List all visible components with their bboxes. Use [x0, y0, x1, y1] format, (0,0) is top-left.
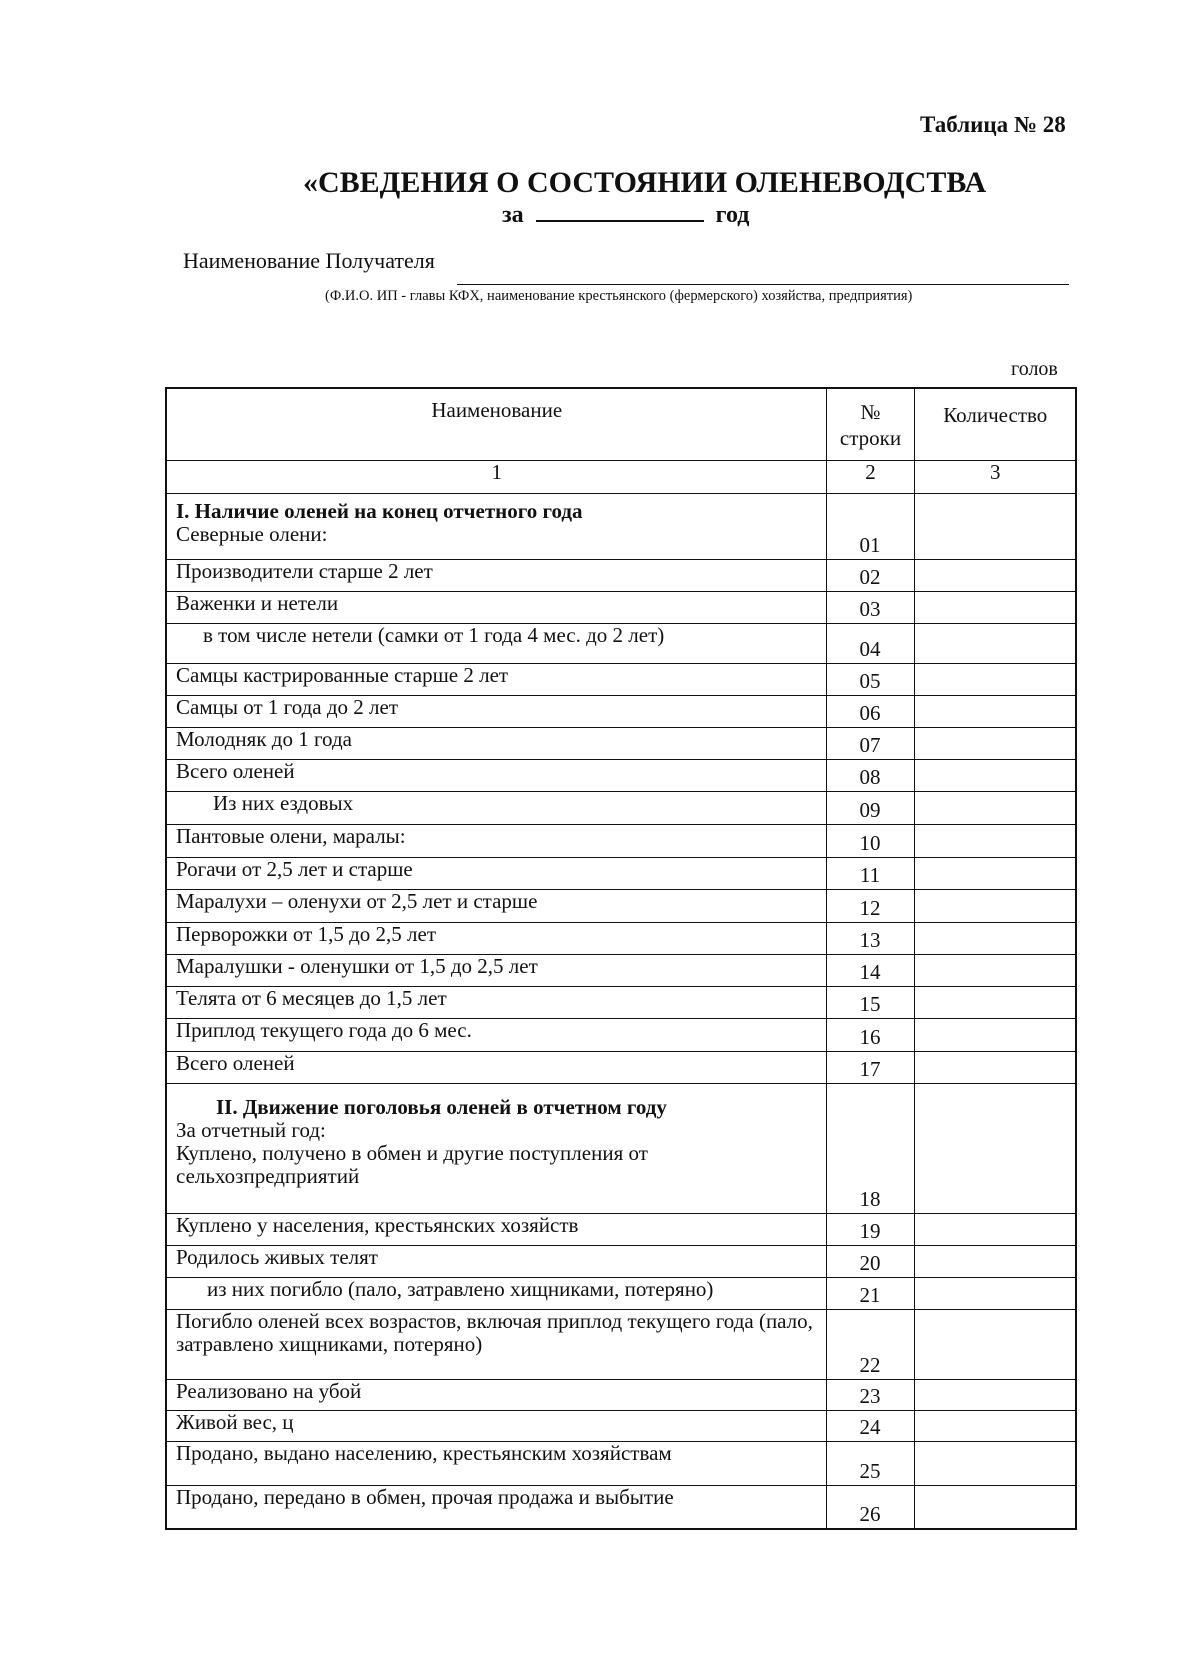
row-name: Погибло оленей всех возрастов, включая приплод текущего года (пало, затравлено хищниками, потеряно) — [166, 1309, 826, 1379]
row-name: Перворожки от 1,5 до 2,5 лет — [166, 922, 826, 954]
column-index-row — [166, 460, 1076, 493]
document-title: «СВЕДЕНИЯ О СОСТОЯНИИ ОЛЕНЕВОДСТВА — [303, 166, 987, 199]
row-number: 22 — [826, 1309, 914, 1379]
row-name: Приплод текущего года до 6 мес. — [166, 1018, 826, 1051]
col-header-num-sign: № — [860, 400, 881, 424]
row-number: 23 — [826, 1379, 914, 1410]
row-number: 17 — [826, 1051, 914, 1083]
quantity-cell[interactable] — [914, 922, 1076, 954]
col-header-name: Наименование — [166, 388, 826, 460]
quantity-cell[interactable] — [914, 559, 1076, 591]
quantity-cell[interactable] — [914, 1018, 1076, 1051]
row-number: 26 — [826, 1485, 914, 1529]
recipient-blank-field[interactable] — [457, 284, 1069, 285]
table-header-row — [166, 388, 1076, 460]
row-name: Производители старше 2 лет — [166, 559, 826, 591]
table-row — [166, 1485, 1076, 1529]
za-label: за — [502, 202, 524, 228]
recipient-label: Наименование Получателя — [183, 248, 435, 273]
column-index-3: 3 — [914, 460, 1076, 493]
section-1-subtitle: Северные олени: — [176, 521, 328, 546]
row-number: 07 — [826, 727, 914, 759]
row-name: Продано, передано в обмен, прочая продажа и выбытие — [166, 1485, 826, 1529]
row-number: 16 — [826, 1018, 914, 1051]
row-name: Важенки и нетели — [166, 591, 826, 623]
section-2-title: II. Движение поголовья оленей в отчетном году — [216, 1094, 667, 1119]
table-row — [166, 1245, 1076, 1277]
row-name: Самцы кастрированные старше 2 лет — [166, 663, 826, 695]
row-name: Из них ездовых — [166, 791, 826, 824]
row-number: 19 — [826, 1213, 914, 1245]
row-name: Телята от 6 месяцев до 1,5 лет — [166, 986, 826, 1018]
quantity-cell[interactable] — [914, 791, 1076, 824]
quantity-cell[interactable] — [914, 623, 1076, 663]
table-row — [166, 591, 1076, 623]
table-row — [166, 623, 1076, 663]
quantity-cell[interactable] — [914, 1083, 1076, 1213]
quantity-cell[interactable] — [914, 663, 1076, 695]
table-row — [166, 857, 1076, 889]
row-number: 10 — [826, 824, 914, 857]
reporting-year-line — [502, 198, 749, 229]
quantity-cell[interactable] — [914, 986, 1076, 1018]
quantity-cell[interactable] — [914, 1379, 1076, 1410]
quantity-cell[interactable] — [914, 1441, 1076, 1485]
quantity-cell[interactable] — [914, 1309, 1076, 1379]
row-number: 01 — [826, 493, 914, 559]
table-row — [166, 559, 1076, 591]
row-number: 21 — [826, 1277, 914, 1309]
table-row — [166, 1309, 1076, 1379]
row-name: Реализовано на убой — [166, 1379, 826, 1410]
row-number: 18 — [826, 1083, 914, 1213]
row-number: 15 — [826, 986, 914, 1018]
table-row — [166, 759, 1076, 791]
row-number: 05 — [826, 663, 914, 695]
col-header-num-word: строки — [839, 426, 902, 450]
row-name: Всего оленей — [166, 759, 826, 791]
table-row — [166, 1213, 1076, 1245]
col-header-quantity: Количество — [914, 388, 1076, 460]
row-name: Родилось живых телят — [166, 1245, 826, 1277]
table-row — [166, 791, 1076, 824]
row-number: 20 — [826, 1245, 914, 1277]
row-number: 04 — [826, 623, 914, 663]
table-row — [166, 727, 1076, 759]
quantity-cell[interactable] — [914, 857, 1076, 889]
table-row — [166, 824, 1076, 857]
table-row — [166, 889, 1076, 922]
quantity-cell[interactable] — [914, 695, 1076, 727]
table-row — [166, 986, 1076, 1018]
row-number: 06 — [826, 695, 914, 727]
table-row — [166, 1441, 1076, 1485]
quantity-cell[interactable] — [914, 1051, 1076, 1083]
table-row — [166, 954, 1076, 986]
row-name: Продано, выдано населению, крестьянским хозяйствам — [166, 1441, 826, 1485]
row-number: 08 — [826, 759, 914, 791]
table-row — [166, 1018, 1076, 1051]
table-row — [166, 1083, 1076, 1213]
row-name: из них погибло (пало, затравлено хищниками, потеряно) — [166, 1277, 826, 1309]
column-index-2: 2 — [826, 460, 914, 493]
row-name: Самцы от 1 года до 2 лет — [166, 695, 826, 727]
row-name: Всего оленей — [166, 1051, 826, 1083]
quantity-cell[interactable] — [914, 493, 1076, 559]
section-1-title: I. Наличие оленей на конец отчетного года — [176, 498, 583, 523]
table-row — [166, 922, 1076, 954]
quantity-cell[interactable] — [914, 889, 1076, 922]
row-number: 12 — [826, 889, 914, 922]
quantity-cell[interactable] — [914, 1277, 1076, 1309]
quantity-cell[interactable] — [914, 591, 1076, 623]
row-name: Маралушки - оленушки от 1,5 до 2,5 лет — [166, 954, 826, 986]
quantity-cell[interactable] — [914, 1410, 1076, 1441]
quantity-cell[interactable] — [914, 954, 1076, 986]
table-row — [166, 695, 1076, 727]
row-name — [166, 1083, 826, 1213]
table-row — [166, 1410, 1076, 1441]
row-name: Молодняк до 1 года — [166, 727, 826, 759]
quantity-cell[interactable] — [914, 727, 1076, 759]
quantity-cell[interactable] — [914, 1245, 1076, 1277]
god-label: год — [715, 202, 750, 228]
section-2-subtitle: За отчетный год: — [176, 1117, 326, 1142]
row-number: 03 — [826, 591, 914, 623]
quantity-cell[interactable] — [914, 824, 1076, 857]
quantity-cell[interactable] — [914, 1213, 1076, 1245]
table-row — [166, 1051, 1076, 1083]
unit-label: голов — [1011, 358, 1058, 380]
table-row — [166, 1277, 1076, 1309]
col-header-row-number — [826, 388, 914, 460]
row-number: 02 — [826, 559, 914, 591]
row-name: Пантовые олени, маралы: — [166, 824, 826, 857]
row-name: в том числе нетели (самки от 1 года 4 мес. до 2 лет) — [166, 623, 826, 663]
quantity-cell[interactable] — [914, 759, 1076, 791]
table-row — [166, 493, 1076, 559]
reindeer-table — [165, 387, 1077, 1530]
row-name: Живой вес, ц — [166, 1410, 826, 1441]
section-2-note: Куплено, получено в обмен и другие поступления от сельхозпредприятий — [176, 1140, 648, 1188]
row-number: 14 — [826, 954, 914, 986]
row-number: 09 — [826, 791, 914, 824]
row-number: 24 — [826, 1410, 914, 1441]
row-number: 25 — [826, 1441, 914, 1485]
row-name: Рогачи от 2,5 лет и старше — [166, 857, 826, 889]
table-row — [166, 663, 1076, 695]
row-name: Маралухи – оленухи от 2,5 лет и старше — [166, 889, 826, 922]
row-number: 13 — [826, 922, 914, 954]
year-blank-field[interactable] — [536, 198, 704, 222]
table-row — [166, 1379, 1076, 1410]
quantity-cell[interactable] — [914, 1485, 1076, 1529]
recipient-hint: (Ф.И.О. ИП - главы КФХ, наименование крестьянского (фермерского) хозяйства, предприятия) — [325, 288, 913, 304]
table-number: Таблица № 28 — [920, 112, 1066, 137]
column-index-1: 1 — [166, 460, 826, 493]
row-name — [166, 493, 826, 559]
row-name: Куплено у населения, крестьянских хозяйств — [166, 1213, 826, 1245]
row-number: 11 — [826, 857, 914, 889]
